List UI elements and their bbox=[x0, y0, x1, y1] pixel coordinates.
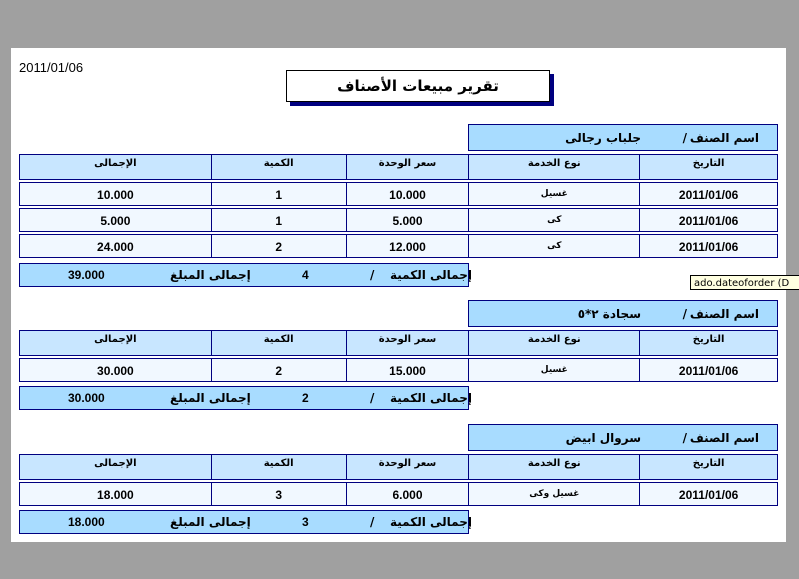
category-header bbox=[468, 124, 778, 151]
cell-value: إجمالى الكمية bbox=[390, 515, 472, 529]
cell-value: كى bbox=[547, 241, 562, 251]
cell-value: كى bbox=[547, 215, 562, 225]
separator: / bbox=[682, 131, 687, 145]
cell-value: 30.000 bbox=[97, 364, 134, 378]
col-total: الإجمالى bbox=[94, 158, 137, 169]
cell-value: 2011/01/06 bbox=[678, 364, 739, 378]
category-header bbox=[468, 424, 778, 451]
cell-value: 2 bbox=[275, 240, 282, 254]
table-header bbox=[19, 330, 778, 356]
category-name: سروال ابيض bbox=[565, 431, 641, 445]
cell-value: 2011/01/06 bbox=[678, 488, 739, 502]
col-qty: الكمية bbox=[263, 158, 294, 169]
category-name: سجادة ٢*٥ bbox=[577, 307, 641, 321]
table-row bbox=[19, 208, 778, 232]
cell-value: إجمالى الكمية bbox=[390, 391, 472, 405]
col-unit-price: سعر الوحدة bbox=[378, 158, 437, 169]
cell-value: 3 bbox=[302, 515, 309, 529]
cell-value: 5.000 bbox=[392, 214, 423, 228]
group-totals bbox=[19, 263, 472, 287]
field-tooltip: ado.dateoforder (D bbox=[690, 275, 799, 290]
sum-qty-label: إجمالى الكمية bbox=[390, 268, 472, 282]
cell-value: سعر الوحدة bbox=[378, 458, 437, 469]
table-row bbox=[19, 182, 778, 206]
cell-value: / bbox=[682, 307, 687, 321]
cell-value: 30.000 bbox=[68, 391, 105, 405]
col-date: التاريخ bbox=[692, 158, 725, 169]
cell-value: / bbox=[682, 431, 687, 445]
table-row bbox=[19, 234, 778, 258]
report-date: 2011/01/06 bbox=[19, 60, 84, 75]
cell-value: غسيل bbox=[540, 365, 568, 375]
table-header bbox=[19, 154, 778, 180]
cell-value: 10.000 bbox=[389, 188, 426, 202]
cell-value: 2011/01/06 bbox=[678, 188, 739, 202]
sum-qty: 4 bbox=[302, 268, 309, 282]
group-totals bbox=[19, 510, 472, 534]
cell-value: سعر الوحدة bbox=[378, 334, 437, 345]
category-label: اسم الصنف bbox=[689, 131, 759, 145]
category-header bbox=[468, 300, 778, 327]
cell-value: 15.000 bbox=[389, 364, 426, 378]
cell-value: 2011/01/06 bbox=[678, 240, 739, 254]
sum-amount: 39.000 bbox=[68, 268, 105, 282]
cell-value: 1 bbox=[275, 188, 282, 202]
report-title: تقرير مبيعات الأصناف bbox=[286, 70, 550, 102]
table-row bbox=[19, 358, 778, 382]
category-name: جلباب رجالى bbox=[565, 131, 641, 145]
separator: / bbox=[370, 268, 375, 282]
cell-value: 18.000 bbox=[97, 488, 134, 502]
cell-value: 12.000 bbox=[389, 240, 426, 254]
cell-value: 1 bbox=[275, 214, 282, 228]
table-row bbox=[19, 482, 778, 506]
cell-value: الإجمالى bbox=[94, 334, 137, 345]
cell-value: 2 bbox=[302, 391, 309, 405]
cell-value: 5.000 bbox=[100, 214, 131, 228]
cell-value: التاريخ bbox=[692, 458, 725, 469]
cell-value: إجمالى المبلغ bbox=[170, 391, 251, 405]
cell-value: 6.000 bbox=[392, 488, 423, 502]
cell-value: 24.000 bbox=[97, 240, 134, 254]
table-header bbox=[19, 454, 778, 480]
cell-value: التاريخ bbox=[692, 334, 725, 345]
cell-value: 3 bbox=[275, 488, 282, 502]
sum-amount-label: إجمالى المبلغ bbox=[170, 268, 251, 282]
cell-value: نوع الخدمة bbox=[527, 334, 581, 345]
col-service: نوع الخدمة bbox=[527, 158, 581, 169]
cell-value: 2011/01/06 bbox=[678, 214, 739, 228]
group-totals bbox=[19, 386, 472, 410]
report-page bbox=[11, 48, 786, 542]
cell-value: / bbox=[370, 391, 375, 405]
cell-value: 10.000 bbox=[97, 188, 134, 202]
cell-value: اسم الصنف bbox=[689, 307, 759, 321]
cell-value: 2 bbox=[275, 364, 282, 378]
cell-value: 18.000 bbox=[68, 515, 105, 529]
cell-value: الإجمالى bbox=[94, 458, 137, 469]
cell-value: اسم الصنف bbox=[689, 431, 759, 445]
cell-value: غسيل bbox=[540, 189, 568, 199]
cell-value: / bbox=[370, 515, 375, 529]
cell-value: الكمية bbox=[263, 458, 294, 469]
cell-value: الكمية bbox=[263, 334, 294, 345]
cell-value: نوع الخدمة bbox=[527, 458, 581, 469]
cell-value: غسيل وكى bbox=[529, 489, 580, 499]
cell-value: إجمالى المبلغ bbox=[170, 515, 251, 529]
